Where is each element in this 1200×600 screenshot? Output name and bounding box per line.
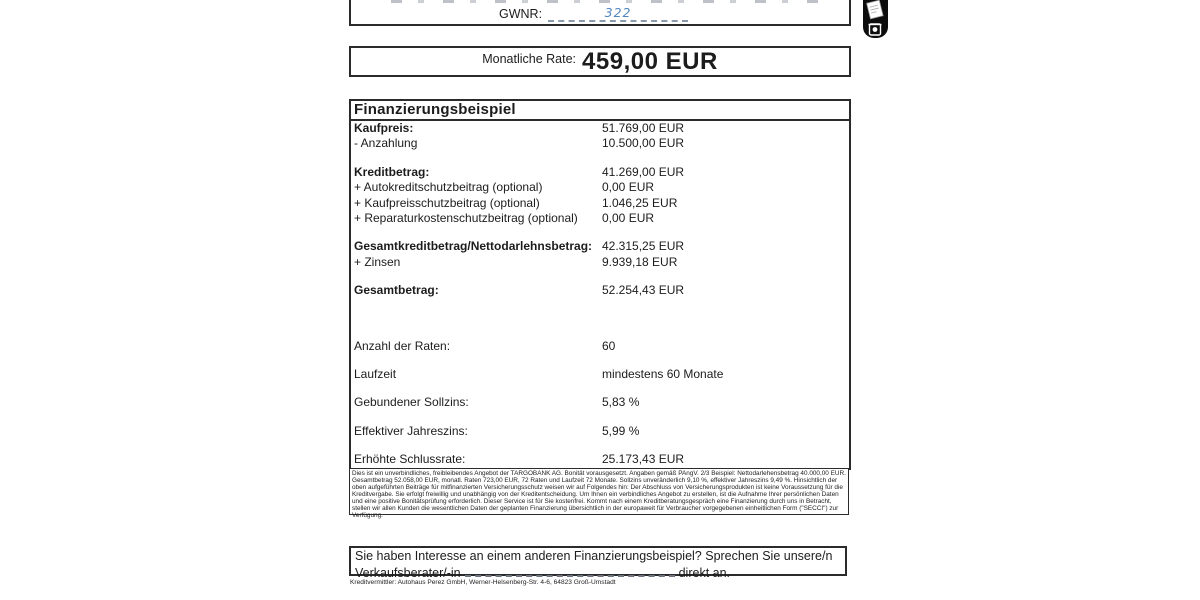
table-row: Erhöhte Schlussrate: 25.173,43 EUR xyxy=(354,452,685,467)
credit-broker-footer: Kreditvermittler: Autohaus Perez GmbH, Werner-Helsenberg-Str. 4-6, 64823 Groß-Umstadt xyxy=(350,579,616,586)
interest-line2-after: direkt an. xyxy=(678,565,731,580)
table-row: Anzahl der Raten: 60 xyxy=(354,338,616,353)
gwnr-fill-in-line xyxy=(548,6,688,22)
table-row: + Kaufpreisschutzbeitrag (optional) 1.046,25 EUR xyxy=(354,195,678,210)
monthly-rate-label: Monatliche Rate: xyxy=(482,52,577,66)
fine-print-box xyxy=(349,468,849,519)
table-row: Gesamtbetrag: 52.254,43 EUR xyxy=(354,283,685,298)
table-row: Effektiver Jahreszins: 5,99 % xyxy=(354,423,640,438)
table-row: Kreditbetrag: 41.269,00 EUR xyxy=(354,164,685,179)
table-row: + Zinsen 9.939,18 EUR xyxy=(354,254,678,269)
table-row: + Reparaturkostenschutzbeitrag (optional) 0,00 EUR xyxy=(354,210,655,225)
table-row: Kaufpreis: 51.769,00 EUR xyxy=(354,121,685,135)
table-row: + Autokreditschutzbeitrag (optional) 0,00 EUR xyxy=(354,180,655,195)
monthly-rate-box xyxy=(349,46,851,77)
gwnr-handwritten-value: 322 xyxy=(604,5,632,20)
gwnr-label: GWNR: xyxy=(499,7,543,21)
interest-prompt-box xyxy=(349,546,847,580)
interest-line1: Sie haben Interesse an einem anderen Finanzierungsbeispiel? Sprechen Sie unsere/n xyxy=(355,549,833,563)
truncated-text-line xyxy=(391,0,831,3)
salesperson-fill-in-line xyxy=(465,564,675,577)
financing-example-box xyxy=(349,99,851,470)
table-row: Laufzeit mindestens 60 Monate xyxy=(354,366,724,381)
gwnr-box xyxy=(349,0,851,26)
table-row: - Anzahlung 10.500,00 EUR xyxy=(354,136,685,151)
monthly-rate-value: 459,00 EUR xyxy=(582,48,718,75)
financing-example-title: Finanzierungsbeispiel xyxy=(351,101,849,121)
interest-line2-before: Verkaufsberater/-in xyxy=(355,565,461,580)
table-row: Gebundener Sollzins: 5,83 % xyxy=(354,395,640,410)
table-row: Gesamtkreditbetrag/Nettodarlehnsbetrag: 42.315,25 EUR xyxy=(354,239,685,254)
fine-print-text: Dies ist ein unverbindliches, freibleibendes Angebot der TARGOBANK AG. Bonität vorausgesetzt. Angaben gemäß PAngV. 2/3 Beispiel: Nettodarlehensbetrag 40.000,00 EUR. Gesamtbetrag 52.058,00 EUR, monatl. Raten 723,00 EUR, 72 Raten und Laufzeit 72 Monate. Sollzins unveränderlich 9,10 %, effektiver Jahreszins 9,49 %. Hinsichtlich der oben aufgeführten Beiträge für mitfinanzierten Versicherungsschutz weisen wir auf Folgendes hin: Der Abschluss von Versicherungsprodukten ist keine Voraussetzung für die Kreditvergabe. Sie erfolgt freiwillig und unabhängig von der Kreditentscheidung. Um Ihnen ein verbindliches Angebot zu erstellen, ist die Aufnahme Ihrer persönlichen Daten und eine positive Bonitätsprüfung erforderlich. Dieser Service ist für Sie kostenfrei. Kommt nach einem Kreditberatungsgespräch eine Finanzierung durch uns in Betracht, stellen wir allen Kunden die wesentlichen Daten der geplanten Finanzierung übersichtlich in der europaweit für Verbraucher vorgegebenen einheitlichen Form ("SECCI") zur Verfügung. xyxy=(352,470,846,519)
tool-badge[interactable] xyxy=(858,0,892,40)
